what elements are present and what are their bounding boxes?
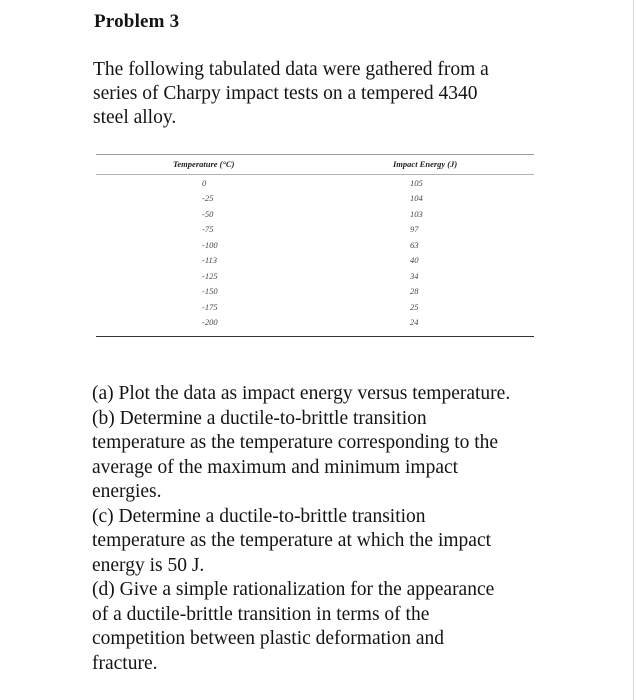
table-row bbox=[96, 268, 534, 284]
question-line: average of the maximum and minimum impact bbox=[92, 456, 459, 478]
impact-energy-value: 104 bbox=[410, 193, 423, 204]
temperature-cell: -50 bbox=[202, 208, 214, 219]
impact-energy-cell bbox=[321, 286, 534, 296]
table-row bbox=[96, 284, 534, 300]
temperature-cell: -125 bbox=[202, 270, 218, 281]
charpy-data-table bbox=[96, 154, 534, 337]
question-line: competition between plastic deformation and bbox=[92, 628, 444, 649]
question-line: temperature as the temperature at which the impact bbox=[92, 530, 492, 551]
question-line: energies. bbox=[92, 481, 162, 502]
impact-energy-value: 97 bbox=[410, 224, 419, 235]
impact-energy-value: 63 bbox=[410, 239, 419, 250]
intro-line: The following tabulated data were gathered from a bbox=[93, 59, 489, 80]
temperature-cell: -150 bbox=[202, 286, 218, 297]
temperature-cell: -75 bbox=[202, 224, 214, 235]
impact-energy-value: 103 bbox=[410, 208, 423, 219]
impact-energy-cell bbox=[321, 209, 534, 219]
question-line: energy is 50 J. bbox=[92, 554, 205, 576]
question-line: (c) Determine a ductile-to-brittle transition bbox=[92, 505, 426, 527]
table-row bbox=[96, 253, 534, 269]
temperature-cell: -175 bbox=[202, 301, 218, 312]
problem-title: Problem 3 bbox=[94, 11, 180, 32]
table-row bbox=[96, 191, 534, 207]
question-line: (a) Plot the data as impact energy versus temperature. bbox=[92, 383, 511, 404]
impact-energy-value: 24 bbox=[410, 317, 419, 328]
impact-energy-value: 25 bbox=[410, 301, 419, 312]
intro-paragraph bbox=[93, 58, 533, 130]
table-row bbox=[96, 299, 534, 315]
table-body bbox=[96, 175, 534, 330]
question-line: fracture. bbox=[92, 652, 158, 674]
page-edge-line bbox=[633, 0, 634, 700]
impact-energy-cell bbox=[321, 255, 534, 265]
header-temperature: Temperature (°C) bbox=[173, 159, 235, 169]
question-line: (b) Determine a ductile-to-brittle transition bbox=[92, 407, 427, 429]
temperature-cell: 0 bbox=[202, 177, 207, 188]
table-row bbox=[96, 175, 534, 191]
impact-energy-cell bbox=[321, 178, 534, 188]
impact-energy-cell bbox=[321, 224, 534, 234]
impact-energy-value: 40 bbox=[410, 255, 419, 266]
temperature-cell: -100 bbox=[202, 239, 218, 250]
table-row bbox=[96, 206, 534, 222]
impact-energy-value: 34 bbox=[410, 270, 419, 281]
impact-energy-cell bbox=[321, 240, 534, 250]
question-line: temperature as the temperature corresponding to the bbox=[92, 432, 499, 453]
table-row bbox=[96, 222, 534, 238]
impact-energy-cell bbox=[321, 302, 534, 312]
question-line: of a ductile-brittle transition in terms of the bbox=[92, 603, 430, 625]
temperature-cell: -200 bbox=[202, 317, 218, 328]
intro-line: steel alloy. bbox=[93, 107, 177, 128]
temperature-cell: -25 bbox=[202, 193, 214, 204]
impact-energy-cell bbox=[321, 193, 534, 203]
impact-energy-value: 28 bbox=[410, 286, 419, 297]
question-line: (d) Give a simple rationalization for the appearance bbox=[92, 579, 495, 600]
impact-energy-cell bbox=[321, 317, 534, 327]
table-row bbox=[96, 315, 534, 331]
header-impact-energy: Impact Energy (J) bbox=[393, 159, 458, 169]
impact-energy-cell bbox=[321, 271, 534, 281]
table-row bbox=[96, 237, 534, 253]
questions-block bbox=[92, 382, 562, 676]
intro-line: series of Charpy impact tests on a tempered 4340 bbox=[93, 83, 478, 104]
table-bottom-rule bbox=[96, 336, 534, 337]
impact-energy-value: 105 bbox=[410, 177, 423, 188]
temperature-cell: -113 bbox=[202, 255, 217, 266]
table-header-row bbox=[96, 155, 534, 173]
